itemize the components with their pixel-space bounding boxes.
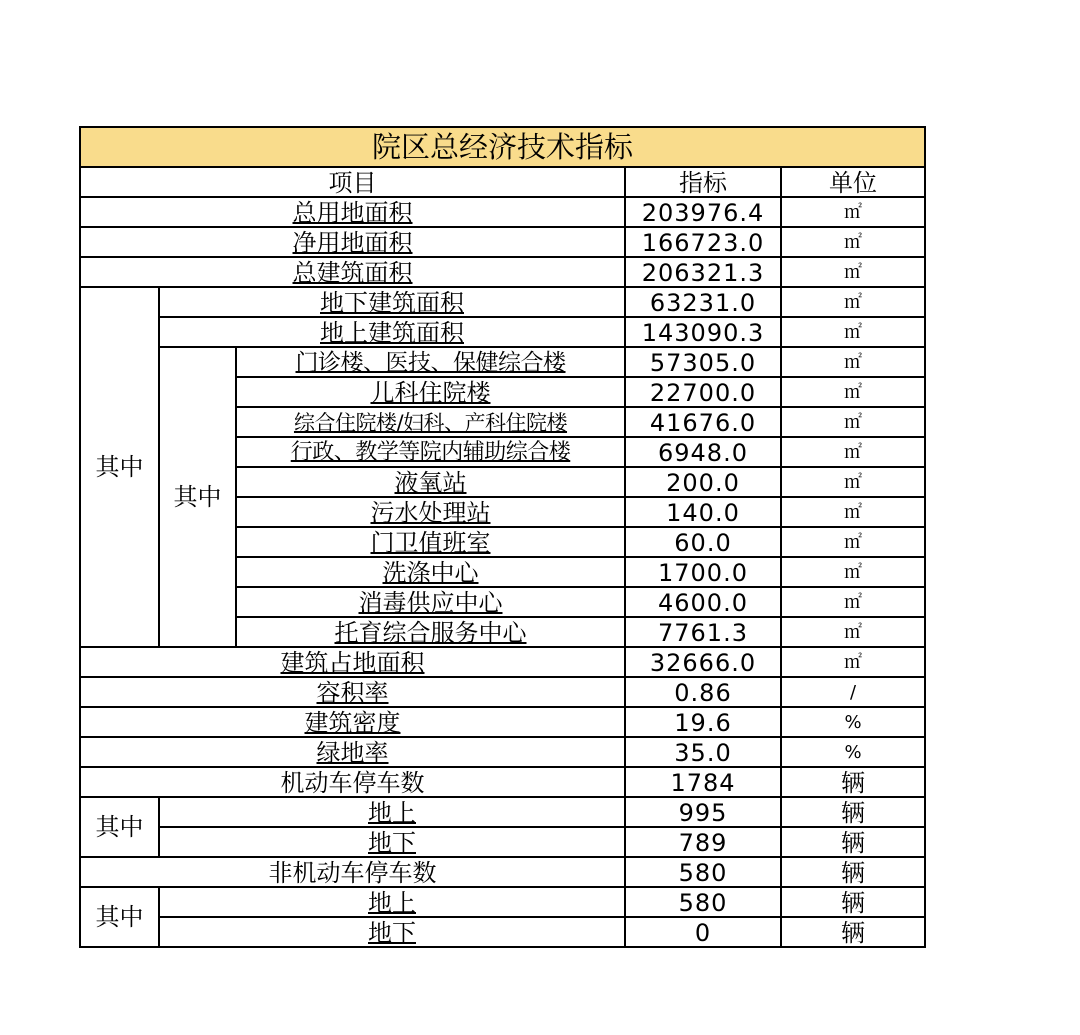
row-label: 总用地面积	[80, 197, 625, 227]
row-value: 200.0	[625, 467, 781, 497]
row-label: 地下	[159, 827, 625, 857]
row-label: 地上建筑面积	[159, 317, 625, 347]
row-value: 580	[625, 857, 781, 887]
row-unit: ㎡	[781, 317, 925, 347]
row-value: 19.6	[625, 707, 781, 737]
row-value: 1700.0	[625, 557, 781, 587]
row-unit: 辆	[781, 917, 925, 947]
table-row	[80, 707, 925, 737]
row-unit: ㎡	[781, 587, 925, 617]
row-label: 地上	[159, 887, 625, 917]
header-item: 项目	[80, 167, 625, 197]
title-row	[80, 127, 925, 167]
row-value: 143090.3	[625, 317, 781, 347]
row-unit: 辆	[781, 887, 925, 917]
row-unit: ㎡	[781, 407, 925, 437]
row-value: 6948.0	[625, 437, 781, 467]
row-label: 消毒供应中心	[236, 587, 625, 617]
row-unit: ㎡	[781, 377, 925, 407]
row-unit: ㎡	[781, 227, 925, 257]
row-unit: ㎡	[781, 647, 925, 677]
table-row	[80, 197, 925, 227]
header-row	[80, 167, 925, 197]
row-label: 托育综合服务中心	[236, 617, 625, 647]
row-unit: ㎡	[781, 467, 925, 497]
row-unit: ㎡	[781, 527, 925, 557]
row-label: 门诊楼、医技、保健综合楼	[236, 347, 625, 377]
row-label: 行政、教学等院内辅助综合楼	[236, 437, 625, 467]
row-value: 32666.0	[625, 647, 781, 677]
row-label: 儿科住院楼	[236, 377, 625, 407]
row-unit: ㎡	[781, 347, 925, 377]
table-row	[80, 827, 925, 857]
row-value: 57305.0	[625, 347, 781, 377]
row-value: 63231.0	[625, 287, 781, 317]
row-value: 60.0	[625, 527, 781, 557]
group-label-motor-parking: 其中	[80, 797, 159, 857]
row-unit: ㎡	[781, 557, 925, 587]
row-unit: ㎡	[781, 617, 925, 647]
row-label: 液氧站	[236, 467, 625, 497]
row-value: 1784	[625, 767, 781, 797]
table-row	[80, 317, 925, 347]
table-row	[80, 647, 925, 677]
row-label: 综合住院楼/妇科、产科住院楼	[236, 407, 625, 437]
row-label: 门卫值班室	[236, 527, 625, 557]
row-label: 非机动车停车数	[80, 857, 625, 887]
header-unit: 单位	[781, 167, 925, 197]
row-value: 140.0	[625, 497, 781, 527]
row-label: 机动车停车数	[80, 767, 625, 797]
row-value: 41676.0	[625, 407, 781, 437]
row-value: 22700.0	[625, 377, 781, 407]
row-unit: %	[781, 737, 925, 767]
table-row	[80, 917, 925, 947]
row-label: 建筑占地面积	[80, 647, 625, 677]
row-label: 地下	[159, 917, 625, 947]
row-label: 容积率	[80, 677, 625, 707]
row-unit: ㎡	[781, 437, 925, 467]
row-label: 污水处理站	[236, 497, 625, 527]
row-value: 995	[625, 797, 781, 827]
table-row	[80, 737, 925, 767]
row-unit: ㎡	[781, 287, 925, 317]
row-value: 789	[625, 827, 781, 857]
row-unit: %	[781, 707, 925, 737]
row-value: 4600.0	[625, 587, 781, 617]
table-title: 院区总经济技术指标	[80, 127, 925, 167]
row-unit: 辆	[781, 827, 925, 857]
economic-indicators-table	[79, 126, 926, 948]
table-row	[80, 887, 925, 917]
table-row	[80, 257, 925, 287]
row-label: 净用地面积	[80, 227, 625, 257]
table-row	[80, 797, 925, 827]
table-row	[80, 227, 925, 257]
row-value: 580	[625, 887, 781, 917]
row-value: 166723.0	[625, 227, 781, 257]
header-value: 指标	[625, 167, 781, 197]
group-label-above-ground: 其中	[159, 347, 236, 647]
row-value: 0.86	[625, 677, 781, 707]
row-label: 地上	[159, 797, 625, 827]
row-label: 绿地率	[80, 737, 625, 767]
row-value: 7761.3	[625, 617, 781, 647]
row-unit: 辆	[781, 767, 925, 797]
row-label: 建筑密度	[80, 707, 625, 737]
table-row	[80, 767, 925, 797]
row-label: 总建筑面积	[80, 257, 625, 287]
row-unit: 辆	[781, 857, 925, 887]
row-unit: /	[781, 677, 925, 707]
row-unit: ㎡	[781, 497, 925, 527]
row-value: 0	[625, 917, 781, 947]
row-value: 203976.4	[625, 197, 781, 227]
row-label: 地下建筑面积	[159, 287, 625, 317]
group-label-building-area: 其中	[80, 287, 159, 647]
row-unit: 辆	[781, 797, 925, 827]
row-unit: ㎡	[781, 257, 925, 287]
row-label: 洗涤中心	[236, 557, 625, 587]
group-label-non-motor-parking: 其中	[80, 887, 159, 947]
table-row	[80, 287, 925, 317]
table-row	[80, 677, 925, 707]
row-value: 206321.3	[625, 257, 781, 287]
row-value: 35.0	[625, 737, 781, 767]
row-unit: ㎡	[781, 197, 925, 227]
table-row	[80, 857, 925, 887]
table-row	[80, 347, 925, 377]
